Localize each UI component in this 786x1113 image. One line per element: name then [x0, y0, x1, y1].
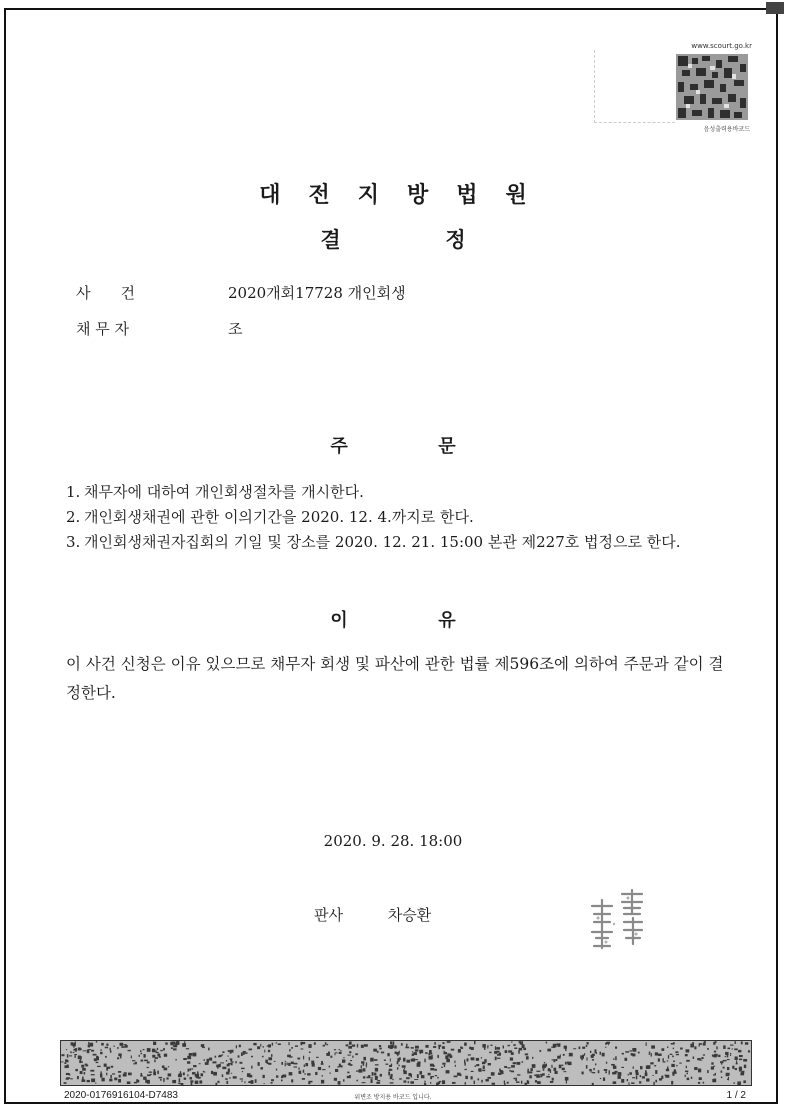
order-item-text: 채무자에 대하여 개인회생절차를 개시한다.	[84, 483, 364, 501]
anti-forgery-barcode	[60, 1040, 752, 1086]
order-item-number: 3.	[66, 533, 81, 551]
reason-heading	[0, 606, 786, 632]
document-id: 2020-0176916104-D7483	[64, 1090, 178, 1101]
order-list	[66, 480, 726, 555]
order-item-number: 2.	[66, 508, 81, 526]
order-heading	[0, 432, 786, 458]
court-seal-icon	[584, 888, 648, 952]
order-item	[66, 530, 726, 555]
qr-label: 음성출력용바코드	[703, 126, 750, 133]
page-number: 1 / 2	[726, 1090, 746, 1101]
barcode-note: 위변조 방지용 바코드 입니다.	[354, 1094, 432, 1101]
corner-mark	[766, 2, 784, 14]
order-heading-left: 주	[330, 436, 348, 457]
debtor-label: 채 무 자	[76, 320, 130, 338]
order-item	[66, 480, 726, 505]
order-item	[66, 505, 726, 530]
order-item-text: 개인회생채권에 관한 이의기간을 2020. 12. 4.까지로 한다.	[84, 508, 474, 526]
debtor-value: 조	[228, 320, 243, 338]
order-heading-right: 문	[438, 436, 456, 457]
page-border	[4, 8, 778, 1104]
verification-qr-block	[594, 40, 754, 140]
qr-url: www.scourt.go.kr	[691, 42, 752, 50]
decision-date: 2020. 9. 28. 18:00	[323, 832, 463, 850]
reason-heading-left: 이	[330, 610, 348, 631]
judge-signature	[314, 904, 431, 925]
judge-name: 차승환	[387, 906, 432, 924]
order-item-text: 개인회생채권자집회의 기일 및 장소를 2020. 12. 21. 15:00 본관 제227호 법정으로 한다.	[84, 533, 681, 551]
reason-text: 이 사건 신청은 이유 있으므로 채무자 회생 및 파산에 관한 법률 제596조에 의하여 주문과 같이 결정한다.	[66, 655, 724, 702]
document-type-left: 결	[320, 228, 341, 252]
judge-title: 판사	[314, 906, 343, 924]
court-name: 대전지방법원	[259, 183, 555, 208]
order-item-number: 1.	[66, 483, 81, 501]
case-value: 2020개회17728 개인회생	[228, 284, 406, 302]
reason-heading-right: 유	[438, 610, 456, 631]
document-type-right: 정	[445, 228, 466, 252]
qr-placeholder-frame	[594, 50, 675, 123]
document-type	[0, 224, 786, 254]
qr-code-icon	[676, 54, 748, 120]
case-label: 사 건	[76, 284, 135, 302]
